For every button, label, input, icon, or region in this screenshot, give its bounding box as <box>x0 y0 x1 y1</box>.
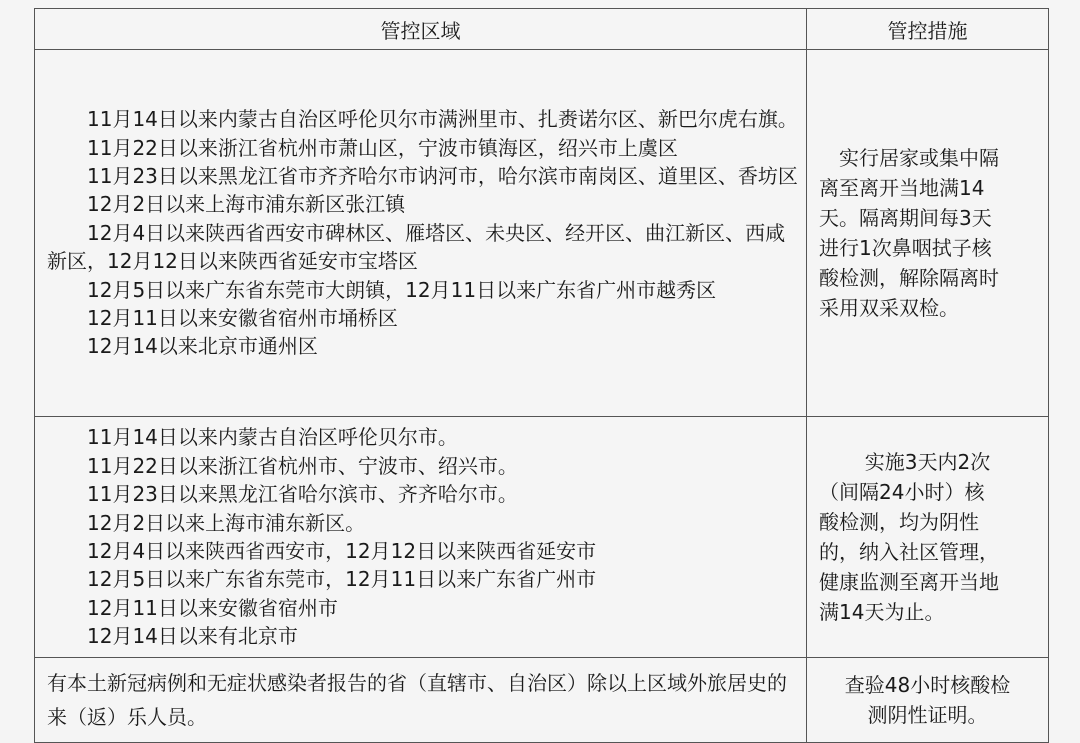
area-line: 12月14以来北京市通州区 <box>87 334 318 359</box>
area-line: 12月5日以来广东省东莞市大朗镇，12月11日以来广东省广州市越秀区 <box>87 277 717 302</box>
table-row <box>35 417 1049 658</box>
area-line: 11月22日以来浙江省杭州市、宁波市、绍兴市。 <box>87 453 518 478</box>
measure-line: 健康监测至离开当地 <box>819 570 999 594</box>
area-line: 11月14日以来内蒙古自治区呼伦贝尔市满洲里市、扎赉诺尔区、新巴尔虎右旗。 <box>87 107 798 132</box>
measure-line: 查验48小时核酸检 <box>844 673 1011 697</box>
area-cell <box>35 50 807 417</box>
measure-line: 进行1次鼻咽拭子核 <box>819 236 992 260</box>
area-line: 12月11日以来安徽省宿州市埇桥区 <box>87 306 398 331</box>
measure-line: 实施3天内2次 <box>864 450 991 474</box>
control-measures-table <box>34 8 1049 743</box>
area-line: 12月5日以来广东省东莞市，12月11日以来广东省广州市 <box>87 567 597 592</box>
measure-line: 酸检测，解除隔离时 <box>819 266 999 290</box>
header-control-area: 管控区域 <box>35 9 807 50</box>
area-line: 12月4日以来陕西省西安市碑林区、雁塔区、未央区、经开区、曲江新区、西咸新区，12月12日以来陕西省延安市宝塔区 <box>47 220 786 274</box>
area-line: 12月2日以来上海市浦东新区。 <box>87 510 366 535</box>
measure-line: 满14天为止。 <box>819 600 945 624</box>
area-line: 有本土新冠病例和无症状感染者报告的省（直辖市、自治区）除以上区域外旅居史的来（返）乐人员。 <box>47 671 787 729</box>
measure-line: 实行居家或集中隔 <box>839 146 999 170</box>
header-control-measure: 管控措施 <box>807 9 1049 50</box>
measure-line: 采用双采双检。 <box>819 296 959 320</box>
measure-line: 天。隔离期间每3天 <box>819 206 992 230</box>
measure-cell <box>807 417 1049 658</box>
measure-cell <box>807 50 1049 417</box>
table-header-row <box>35 9 1049 50</box>
measure-line: （间隔24小时）核 <box>819 480 985 504</box>
area-line: 12月11日以来安徽省宿州市 <box>87 595 338 620</box>
area-cell <box>35 417 807 658</box>
area-line: 12月14日以来有北京市 <box>87 624 298 649</box>
table-row <box>35 50 1049 417</box>
measure-line: 酸检测，均为阴性 <box>819 510 979 534</box>
area-line: 12月4日以来陕西省西安市，12月12日以来陕西省延安市 <box>87 539 597 563</box>
measure-line: 的，纳入社区管理， <box>819 540 999 564</box>
area-line: 11月14日以来内蒙古自治区呼伦贝尔市。 <box>87 425 458 450</box>
area-line: 11月23日以来黑龙江省哈尔滨市、齐齐哈尔市。 <box>87 482 518 507</box>
area-line: 11月23日以来黑龙江省市齐齐哈尔市讷河市，哈尔滨市南岗区、道里区、香坊区 <box>87 163 798 188</box>
area-line: 12月2日以来上海市浦东新区张江镇 <box>87 192 406 217</box>
measure-line: 测阴性证明。 <box>867 703 988 727</box>
measure-line: 离至离开当地满14 <box>819 176 985 200</box>
area-line: 11月22日以来浙江省杭州市萧山区，宁波市镇海区，绍兴市上虞区 <box>87 135 678 160</box>
